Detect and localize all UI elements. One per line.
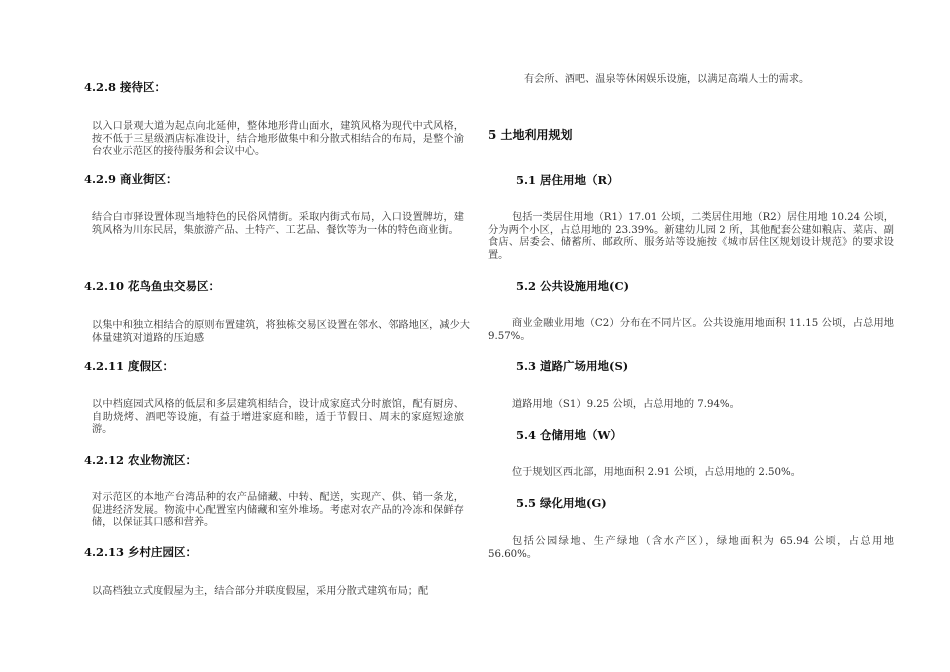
section-4-2-9-heading: 4.2.9 商业街区：: [84, 172, 178, 186]
section-4-2-8-text: 以入口景观大道为起点向北延伸，整体地形背山面水，建筑风格为现代中式风格，按不低于三星级酒店标准设计，结合地形做集中和分散式相结合的布局，是整个渝台农业示范区的接待服务和会议中心。: [92, 121, 464, 158]
section-5-5-text: 包括公园绿地、生产绿地（含水产区），绿地面积为 65.94 公顷，占总用地 56.60%。: [488, 536, 894, 560]
section-5-3-text: 道路用地（S1）9.25 公顷，占总用地的 7.94%。: [512, 399, 740, 410]
chapter-5-heading: 5 土地利用规划: [488, 128, 573, 142]
section-4-2-10-heading: 4.2.10 花鸟鱼虫交易区：: [84, 279, 221, 293]
section-4-2-10-text: 以集中和独立相结合的原则布置建筑，将独栋交易区设置在邻水、邻路地区，减少大体量建筑对道路的压迫感: [92, 320, 470, 344]
section-4-2-11-text: 以中档庭园式风格的低层和多层建筑相结合，设计成家庭式分时旅馆，配有厨房、自助烧烤、酒吧等设施，有益于增进家庭和睦，适于节假日、周末的家庭短途旅游。: [92, 399, 464, 436]
section-4-2-13-text: 以高档独立式度假屋为主，结合部分并联度假屋，采用分散式建筑布局；配: [92, 586, 429, 597]
section-4-2-11-heading: 4.2.11 度假区：: [84, 359, 175, 373]
section-5-2-heading: 5.2 公共设施用地(C): [516, 279, 630, 293]
section-5-5-heading: 5.5 绿化用地(G): [516, 496, 607, 510]
section-4-2-9-text: 结合白市驿设置体现当地特色的民俗风情街。采取内街式布局，入口设置牌坊，建筑风格为川东民居，集旅游产品、土特产、工艺品、餐饮等为一体的特色商业街。: [92, 212, 464, 236]
section-5-4-heading: 5.4 仓储用地（W）: [516, 428, 622, 442]
section-5-1-text: 包括一类居住用地（R1）17.01 公顷，二类居住用地（R2）居住用地 10.24 公顷，分为两个小区，占总用地的 23.39%。新建幼儿园 2 所，其他配套公建如粮店、菜店、副食店、居委会、储蓄所、邮政所、服务站等设施按《城市居住区规划设计规范》的要求设置。: [488, 212, 894, 261]
section-5-2-text: 商业金融业用地（C2）分布在不同片区。公共设施用地面积 11.15 公顷，占总用地 9.57%。: [488, 318, 894, 342]
section-4-2-12-text: 对示范区的本地产台湾品种的农产品储藏、中转、配送，实现产、供、销一条龙，促进经济发展。物流中心配置室内储藏和室外堆场。考虑对农产品的冷冻和保鲜存储，以保证其口感和营养。: [92, 492, 464, 529]
section-5-4-text: 位于规划区西北部，用地面积 2.91 公顷，占总用地的 2.50%。: [512, 467, 801, 478]
section-5-1-heading: 5.1 居住用地（R）: [516, 173, 619, 187]
section-5-3-heading: 5.3 道路广场用地(S): [516, 359, 629, 373]
section-4-2-13-heading: 4.2.13 乡村庄园区：: [84, 545, 198, 559]
section-4-2-12-heading: 4.2.12 农业物流区：: [84, 453, 198, 467]
section-4-2-8-heading: 4.2.8 接待区：: [84, 80, 167, 94]
continued-text: 有会所、酒吧、温泉等休闲娱乐设施，以满足高端人士的需求。: [524, 74, 810, 85]
